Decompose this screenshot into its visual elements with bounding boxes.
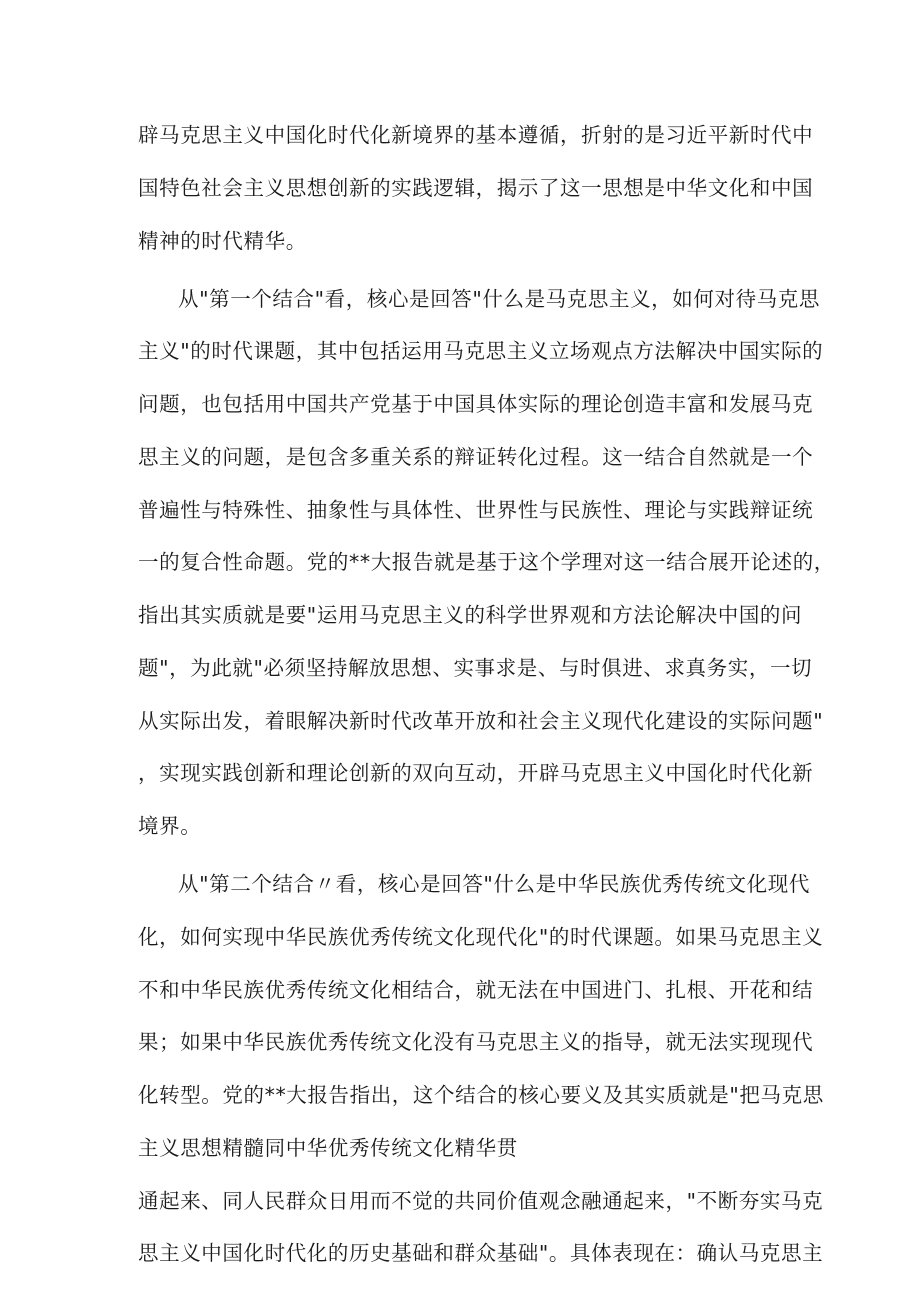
paragraph-2-line-2: 主义"的时代课题，其中包括运用马克思主义立场观点方法解决中国实际的 <box>138 339 824 363</box>
paragraph-3-line-5: 化转型。党的**大报告指出，这个结合的核心要义及其实质就是"把马克思 <box>138 1083 824 1107</box>
paragraph-1-line-1: 辟马克思主义中国化时代化新境界的基本遵循，折射的是习近平新时代中 <box>138 123 814 147</box>
paragraph-2-line-8: 题"，为此就"必须坚持解放思想、实事求是、与时俱进、求真务实，一切 <box>138 656 813 680</box>
paragraph-3-line-7: 通起来、同人民群众日用而不觉的共同价值观念融通起来，"不断夯实马克 <box>138 1189 824 1213</box>
paragraph-2-line-7: 指出其实质就是要"运用马克思主义的科学世界观和方法论解决中国的问 <box>138 603 803 627</box>
paragraph-2-line-5: 普遍性与特殊性、抽象性与具体性、世界性与民族性、理论与实践辩证统 <box>138 498 814 522</box>
paragraph-2-line-11: 境界。 <box>138 814 202 838</box>
paragraph-2-line-10: ，实现实践创新和理论创新的双向互动，开辟马克思主义中国化时代化新 <box>138 761 814 785</box>
paragraph-2-line-3: 问题，也包括用中国共产党基于中国具体实际的理论创造丰富和发展马克 <box>138 392 814 416</box>
paragraph-1-line-2: 国特色社会主义思想创新的实践逻辑，揭示了这一思想是中华文化和中国 <box>138 176 814 200</box>
paragraph-2-line-4: 思主义的问题，是包含多重关系的辩证转化过程。这一结合自然就是一个 <box>138 445 814 469</box>
paragraph-3-line-4: 果；如果中华民族优秀传统文化没有马克思主义的指导，就无法实现现代 <box>138 1030 814 1054</box>
paragraph-3-line-3: 不和中华民族优秀传统文化相结合，就无法在中国进门、扎根、开花和结 <box>138 978 814 1002</box>
paragraph-3-line-1: 从"第二个结合〃看，核心是回答"什么是中华民族优秀传统文化现代 <box>178 872 810 896</box>
paragraph-3-line-2: 化，如何实现中华民族优秀传统文化现代化"的时代课题。如果马克思主义 <box>138 925 824 949</box>
paragraph-3-line-6: 主义思想精髓同中华优秀传统文化精华贯 <box>138 1136 518 1160</box>
paragraph-1-line-3: 精神的时代精华。 <box>138 229 307 253</box>
paragraph-3-line-8: 思主义中国化时代化的历史基础和群众基础"。具体表现在：确认马克思主 <box>138 1241 824 1265</box>
paragraph-2-line-9: 从实际出发，着眼解决新时代改革开放和社会主义现代化建设的实际问题" <box>138 709 824 733</box>
paragraph-2-line-1: 从"第一个结合"看，核心是回答"什么是马克思主义，如何对待马克思 <box>178 287 820 311</box>
paragraph-2-line-6: 一的复合性命题。党的**大报告就是基于这个学理对这一结合展开论述的， <box>138 550 835 574</box>
